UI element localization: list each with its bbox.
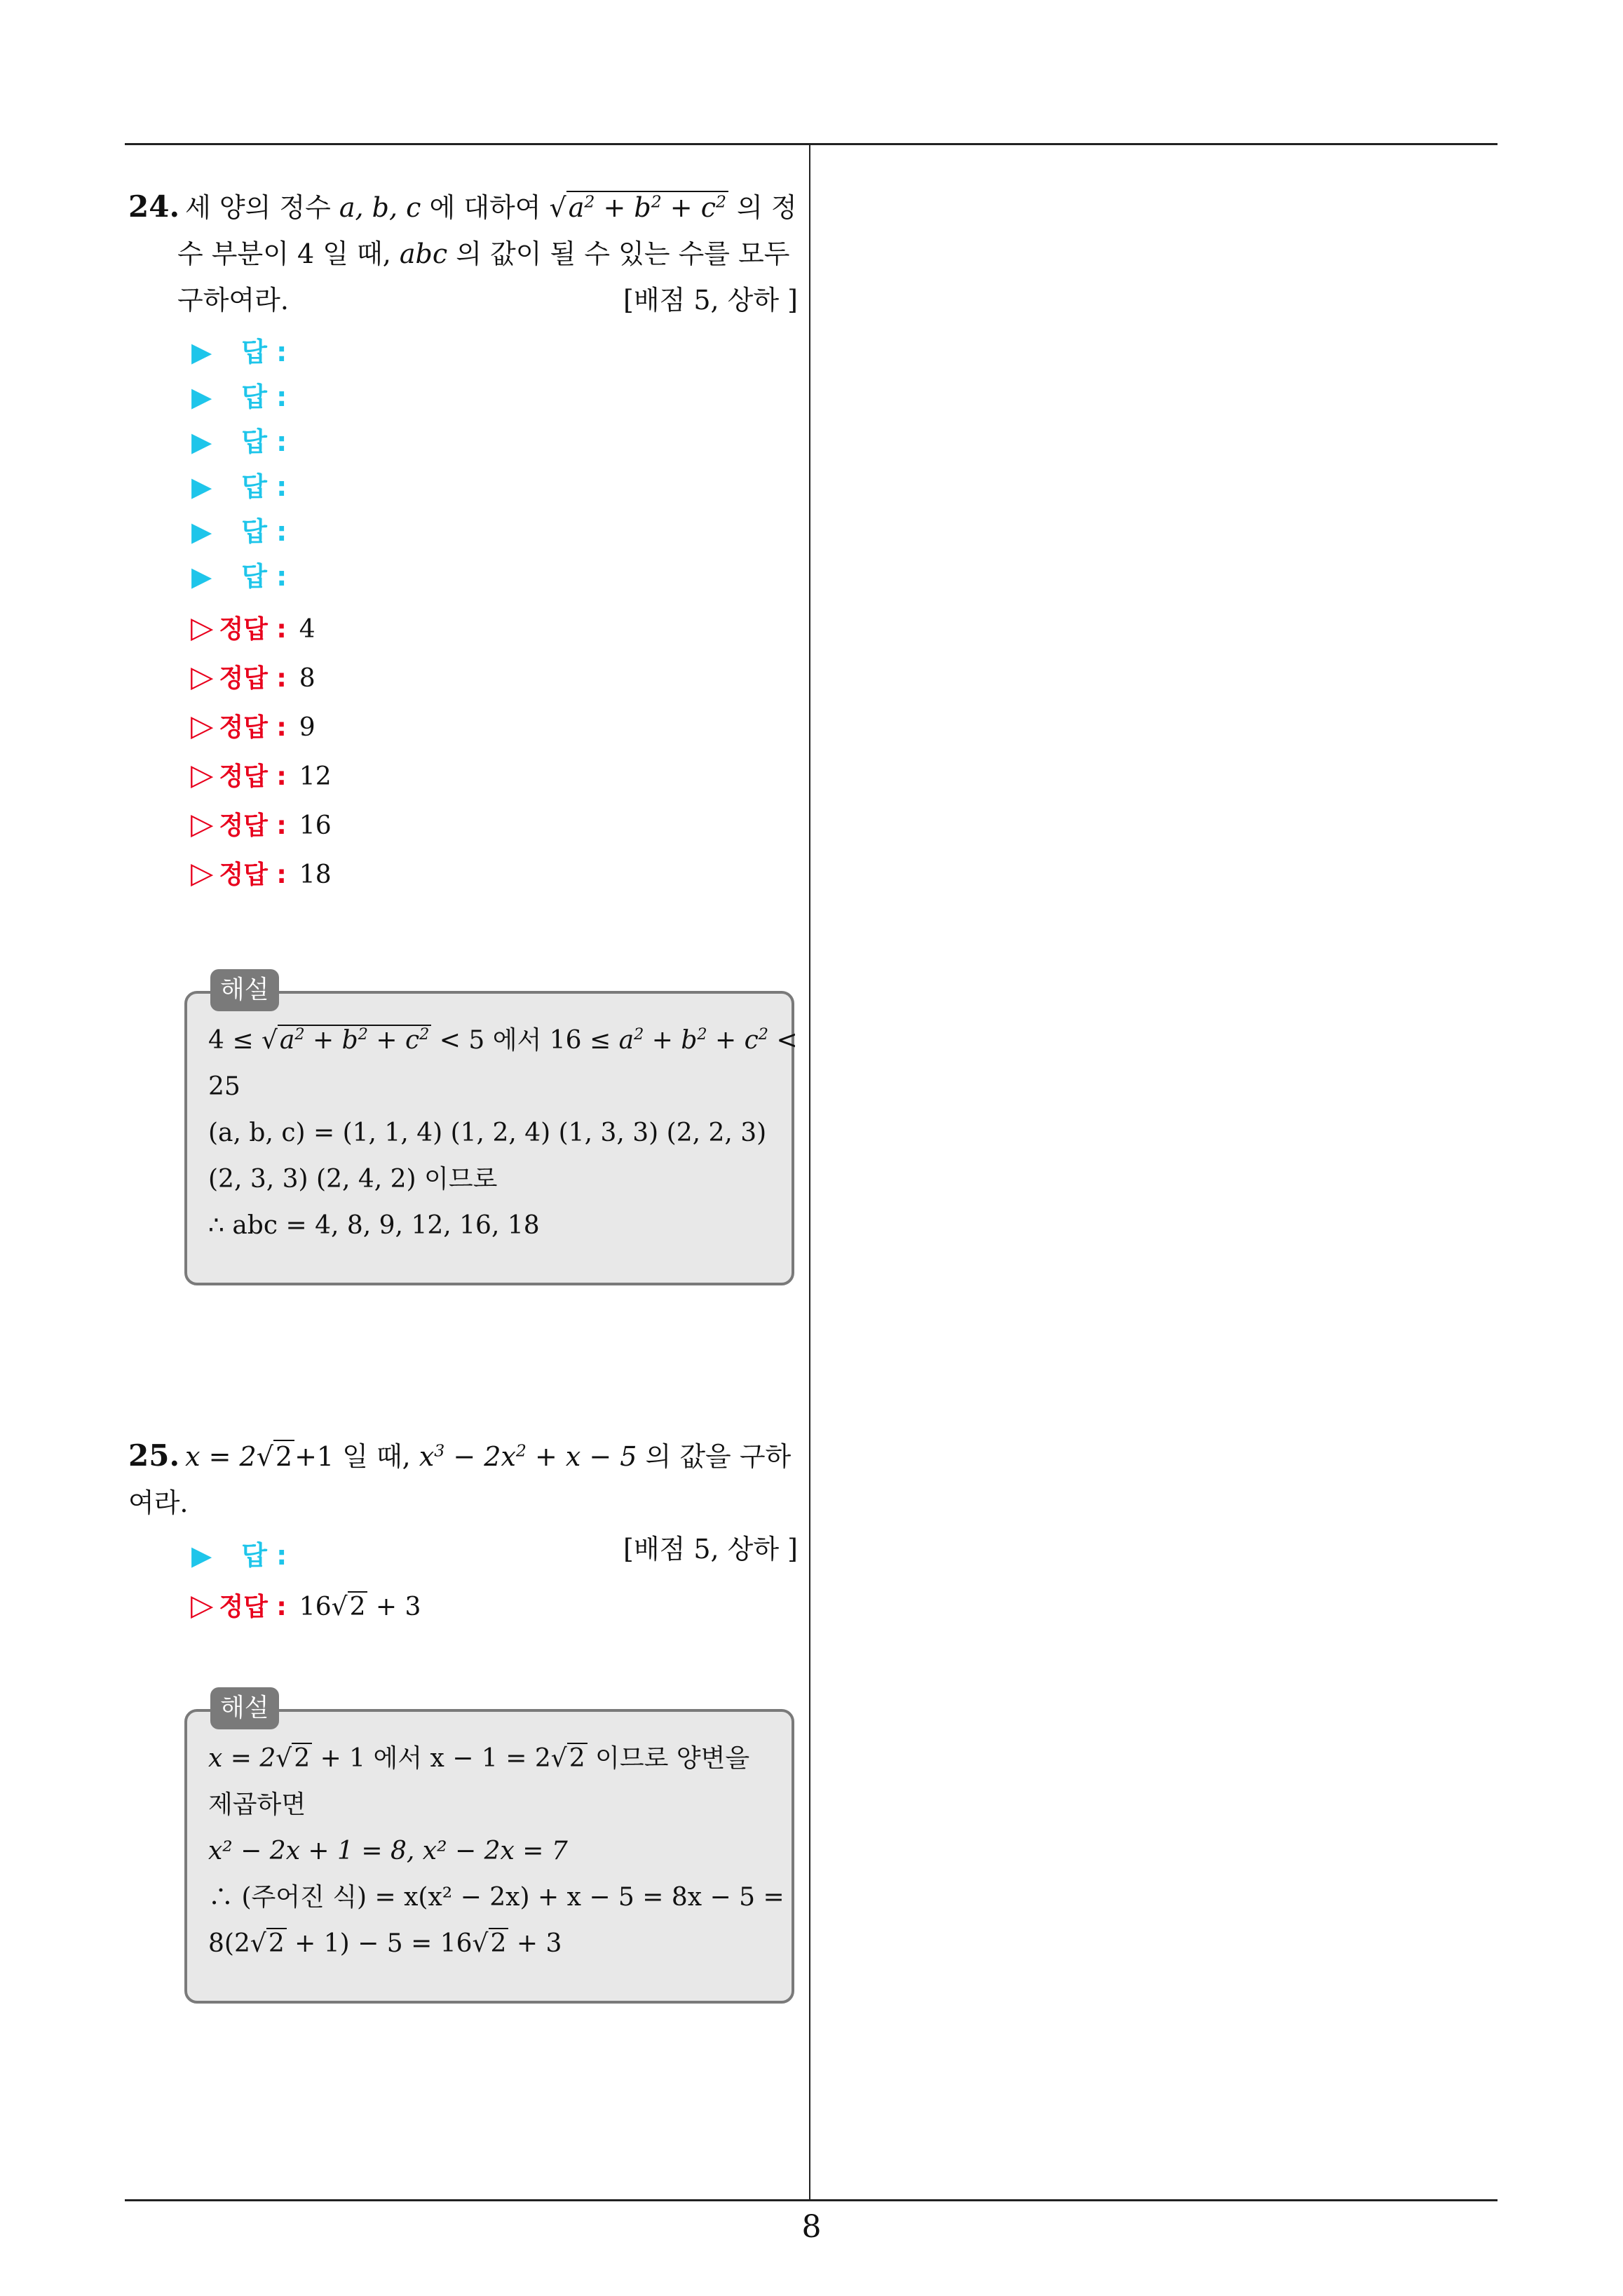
triangle-icon: ▶ <box>191 471 212 502</box>
triangle-icon: ▶ <box>191 381 212 412</box>
outline-triangle-icon: ▷ <box>191 610 214 644</box>
sqrt-expression: √2 <box>473 1921 509 1967</box>
key-answer-row: ▷ 정답 : 4 <box>191 610 315 644</box>
bottom-rule <box>125 2199 1498 2201</box>
solution-box: $4 \le √a^2 + b^2 + c^2 < 5$ 에서 $16 \le a^2 + b^2 + c^2$ < 25 (a, b, c) = (1, 1, 4) (1, 2, 4) (1, 3, 3) (2, 2, 3) (2, 3, 3) (2, 4, 2) 이므로 ∴ abc = 4, 8, 9, 12, 16, 18 <box>184 991 794 1285</box>
triangle-icon: ▶ <box>191 561 212 592</box>
score-label: [배점 5, 상하 ] <box>623 1534 798 1565</box>
top-rule <box>125 143 1498 145</box>
sqrt-expression: √2 <box>551 1736 588 1782</box>
answer-row[interactable]: ▶ 답 : <box>191 381 287 412</box>
outline-triangle-icon: ▷ <box>191 806 214 841</box>
triangle-icon: ▶ <box>191 1540 212 1571</box>
answer-row[interactable]: ▶ 답 : <box>191 426 287 457</box>
outline-triangle-icon: ▷ <box>191 708 214 743</box>
sqrt-expression: √2 <box>257 1433 294 1480</box>
question-number: 25. <box>128 1438 180 1473</box>
key-answer-row: ▷ 정답 : 18 <box>191 856 332 890</box>
answer-row[interactable]: ▶ 답 : <box>191 337 287 367</box>
answer-row[interactable]: ▶ 답 : <box>191 1540 287 1571</box>
question-24: 24. 세 양의 정수 a, b, c 에 대하여 $√a^2 + b^2 + c^2$ 의 정 수 부분이 4 일 때, abc 의 값이 될 수 있는 수를 모두 구하여라. [배점 5, 상하 ] <box>128 184 798 323</box>
solution-box: x = 2√2 + 1 에서 x − 1 = 2√2 이므로 양변을 제곱하면 x² − 2x + 1 = 8, x² − 2x = 7 ∴ (주어진 식) = x(x² − 2x) + x − 5 = 8x − 5 = 8(2√2 + 1) − 5 = 16√2 + 3 <box>184 1709 794 2004</box>
sqrt-expression: √2 <box>250 1921 287 1967</box>
column-divider <box>809 143 810 2201</box>
outline-triangle-icon: ▷ <box>191 856 214 890</box>
answer-row[interactable]: ▶ 답 : <box>191 561 287 592</box>
outline-triangle-icon: ▷ <box>191 1588 214 1622</box>
triangle-icon: ▶ <box>191 337 212 367</box>
page-number: 8 <box>801 2209 822 2245</box>
outline-triangle-icon: ▷ <box>191 659 214 694</box>
sqrt-expression: √2 <box>276 1736 312 1782</box>
key-answer-row: ▷ 정답 : 16 <box>191 806 332 841</box>
triangle-icon: ▶ <box>191 516 212 547</box>
triangle-icon: ▶ <box>191 426 212 457</box>
key-answer-row: ▷ 정답 : 9 <box>191 708 315 743</box>
answer-row[interactable]: ▶ 답 : <box>191 471 287 502</box>
sqrt-expression: $√a^2 + b^2 + c^2$ <box>550 184 728 231</box>
key-answer-row: ▷ 정답 : 16√2 + 3 <box>191 1581 421 1630</box>
sqrt-expression: $√a^2 + b^2 + c^2$ <box>262 1018 431 1064</box>
sqrt-expression: √2 <box>332 1583 368 1632</box>
key-answer-row: ▷ 정답 : 12 <box>191 757 332 792</box>
score-label: [배점 5, 상하 ] <box>623 285 798 316</box>
question-number: 24. <box>128 189 180 224</box>
key-answer-row: ▷ 정답 : 8 <box>191 659 315 694</box>
question-25: 25. x = 2√2+1 일 때, $x^3 - 2x^2 + x - 5$ 의 값을 구하여라. [배점 5, 상하 ] <box>128 1433 798 1572</box>
solution-tab: 해설 <box>210 1687 279 1729</box>
answer-row[interactable]: ▶ 답 : <box>191 516 287 547</box>
outline-triangle-icon: ▷ <box>191 757 214 792</box>
solution-tab: 해설 <box>210 969 279 1011</box>
